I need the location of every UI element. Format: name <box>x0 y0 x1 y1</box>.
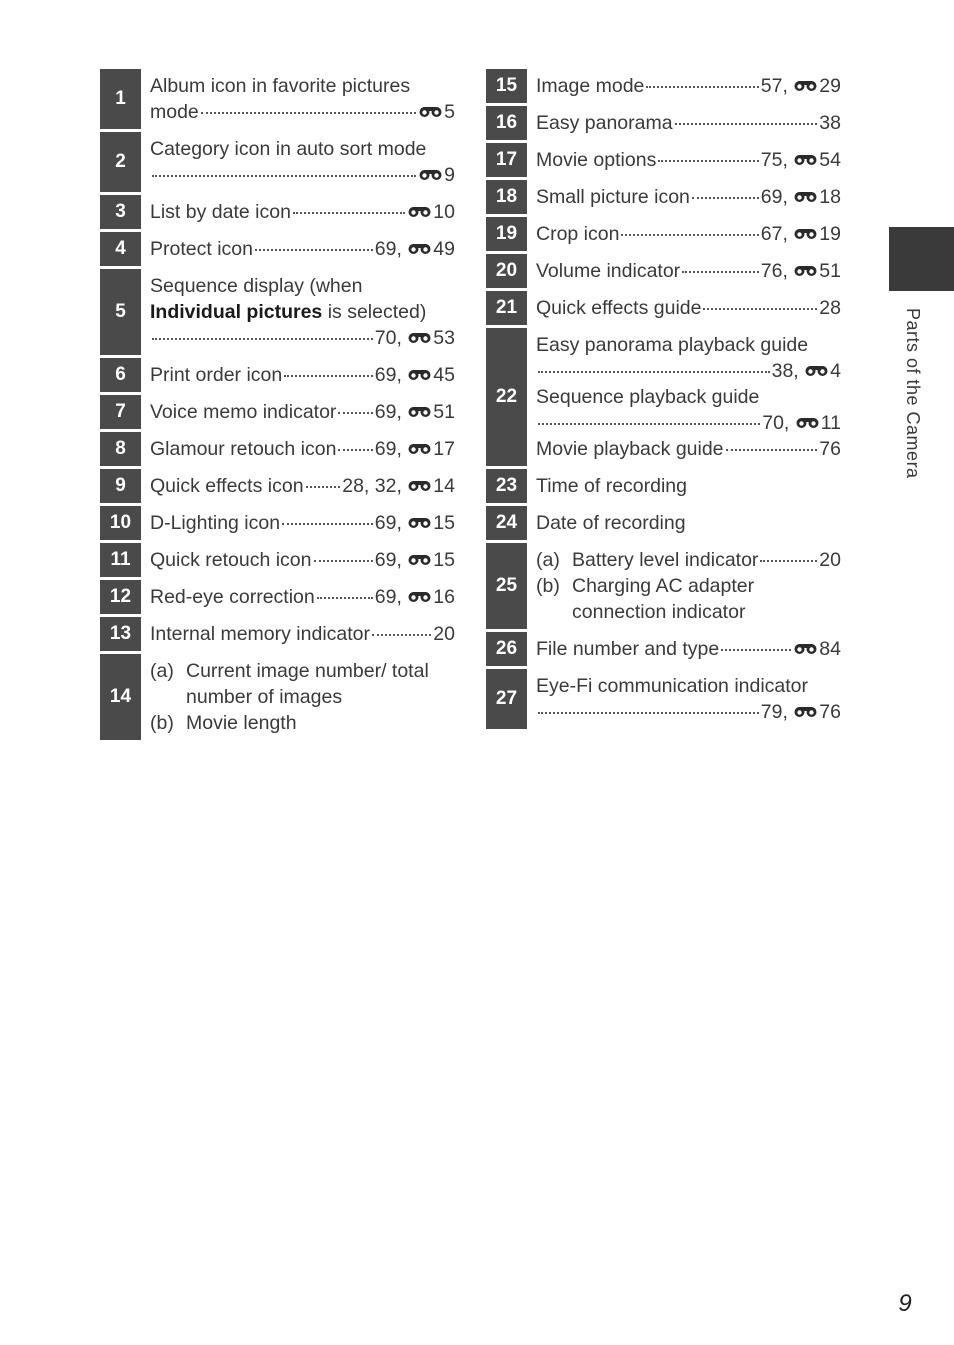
entry-text: Quick effects icon <box>150 475 304 497</box>
entry-line <box>150 299 455 325</box>
sub-item-body <box>186 710 455 736</box>
sub-item <box>150 710 455 736</box>
page-ref-number: 20 <box>433 623 455 645</box>
callout-number: 19 <box>486 217 527 251</box>
entry-line <box>150 162 455 188</box>
index-entry <box>100 617 455 651</box>
entry-body <box>141 580 455 614</box>
entry-body <box>141 232 455 266</box>
entry-line <box>536 184 841 210</box>
callout-number: 26 <box>486 632 527 666</box>
sub-item-marker: (b) <box>536 575 560 597</box>
page-reference <box>819 436 841 462</box>
page-reference <box>761 147 841 173</box>
entry-text: List by date icon <box>150 201 291 223</box>
sub-item <box>536 573 841 625</box>
entry-line <box>150 621 455 647</box>
page-ref-number: 38 <box>819 112 841 134</box>
entry-body <box>141 432 455 466</box>
callout-number: 7 <box>100 395 141 429</box>
dot-leader <box>538 371 770 373</box>
dot-leader <box>152 338 373 340</box>
entry-body <box>527 506 841 540</box>
page-ref-prefix: 28, 32, <box>342 475 402 497</box>
entry-text: Small picture icon <box>536 186 690 208</box>
entry-line <box>150 273 455 299</box>
index-entry <box>486 217 841 251</box>
dot-leader <box>538 712 759 714</box>
page-reference <box>819 295 841 321</box>
page-ref-number: 51 <box>433 401 455 423</box>
dot-leader <box>372 634 431 636</box>
entry-line <box>536 221 841 247</box>
entry-text: Glamour retouch icon <box>150 438 337 460</box>
callout-number: 6 <box>100 358 141 392</box>
reference-section-icon <box>793 263 818 278</box>
reference-section-icon <box>407 441 432 456</box>
reference-section-icon <box>418 167 443 182</box>
entry-body <box>527 469 841 503</box>
index-entry <box>100 269 455 355</box>
page-ref-number: 5 <box>444 101 455 123</box>
entry-emphasis: Individual pictures <box>150 301 323 323</box>
dot-leader <box>317 597 373 599</box>
page-reference <box>761 73 841 99</box>
dot-leader <box>293 212 405 214</box>
callout-number: 3 <box>100 195 141 229</box>
reference-section-icon <box>793 189 818 204</box>
reference-section-icon <box>407 552 432 567</box>
entry-body <box>141 543 455 577</box>
dot-leader <box>201 112 416 114</box>
entry-line <box>150 362 455 388</box>
index-column-left <box>100 69 455 743</box>
entry-line <box>536 147 841 173</box>
index-entry <box>486 180 841 214</box>
entry-line <box>536 510 841 536</box>
dot-leader <box>646 86 758 88</box>
entry-line <box>150 436 455 462</box>
entry-text: Sequence display (when <box>150 275 363 297</box>
entry-body <box>141 654 455 740</box>
entry-text: Protect icon <box>150 238 253 260</box>
page-reference <box>819 110 841 136</box>
entry-text: File number and type <box>536 638 720 660</box>
page-ref-prefix: 79, <box>760 701 788 723</box>
sub-item-body <box>186 658 455 710</box>
sub-item-text: Movie length <box>186 712 297 734</box>
index-entry <box>486 328 841 466</box>
index-column-right <box>486 69 841 732</box>
entry-line <box>536 295 841 321</box>
entry-text: D-Lighting icon <box>150 512 281 534</box>
entry-body <box>527 106 841 140</box>
page-reference <box>375 325 455 351</box>
callout-number: 23 <box>486 469 527 503</box>
entry-line <box>150 136 455 162</box>
reference-section-icon <box>793 78 818 93</box>
entry-line <box>150 199 455 225</box>
sub-item-text: Current image number/ total number of images <box>186 660 429 708</box>
callout-number: 8 <box>100 432 141 466</box>
page-ref-prefix: 76, <box>760 260 788 282</box>
entry-text: is selected) <box>322 301 427 323</box>
entry-body <box>527 69 841 103</box>
page-ref-number: 18 <box>819 186 841 208</box>
callout-number: 2 <box>100 132 141 192</box>
dot-leader <box>675 123 818 125</box>
index-entry <box>486 632 841 666</box>
reference-section-icon <box>804 363 829 378</box>
index-entry <box>486 69 841 103</box>
callout-number: 1 <box>100 69 141 129</box>
sub-item-body <box>572 573 841 625</box>
index-entry <box>100 195 455 229</box>
dot-leader <box>721 649 791 651</box>
reference-section-icon <box>795 415 820 430</box>
reference-section-icon <box>407 241 432 256</box>
entry-line <box>536 473 841 499</box>
entry-text: Sequence playback guide <box>536 386 760 408</box>
callout-number: 13 <box>100 617 141 651</box>
entry-line <box>536 332 841 358</box>
page-ref-prefix: 75, <box>760 149 788 171</box>
page-reference <box>761 258 841 284</box>
entry-text: Quick effects guide <box>536 297 702 319</box>
dot-leader <box>692 197 759 199</box>
index-entry <box>486 254 841 288</box>
page-ref-number: 19 <box>819 223 841 245</box>
entry-text: Crop icon <box>536 223 620 245</box>
page-ref-prefix: 69, <box>374 438 402 460</box>
page-ref-prefix: 70, <box>374 327 402 349</box>
page-ref-number: 14 <box>433 475 455 497</box>
callout-number: 16 <box>486 106 527 140</box>
index-entry <box>486 291 841 325</box>
page-ref-number: 53 <box>433 327 455 349</box>
entry-body <box>141 506 455 540</box>
callout-number: 9 <box>100 469 141 503</box>
page-reference <box>342 473 455 499</box>
dot-leader <box>621 234 758 236</box>
dot-leader <box>760 560 817 562</box>
entry-body <box>141 469 455 503</box>
page-ref-prefix: 69, <box>374 549 402 571</box>
page-reference <box>375 236 455 262</box>
index-entry <box>486 506 841 540</box>
entry-line <box>150 473 455 499</box>
entry-line <box>150 399 455 425</box>
callout-number: 22 <box>486 328 527 466</box>
dot-leader <box>658 160 758 162</box>
page-ref-number: 4 <box>830 360 841 382</box>
page-ref-prefix: 69, <box>760 186 788 208</box>
index-entry <box>486 543 841 629</box>
section-tab-label: Parts of the Camera <box>903 308 923 479</box>
entry-line <box>536 699 841 725</box>
dot-leader <box>255 249 373 251</box>
callout-number: 14 <box>100 654 141 740</box>
index-entry <box>100 506 455 540</box>
entry-text: Movie playback guide <box>536 438 724 460</box>
entry-line <box>150 584 455 610</box>
page-reference <box>375 362 455 388</box>
page-ref-number: 51 <box>819 260 841 282</box>
entry-body <box>141 132 455 192</box>
index-entry <box>100 232 455 266</box>
entry-line <box>536 358 841 384</box>
reference-section-icon <box>407 367 432 382</box>
page-reference <box>762 410 841 436</box>
index-entry <box>486 143 841 177</box>
page-ref-number: 54 <box>819 149 841 171</box>
entry-line <box>536 636 841 662</box>
index-entry <box>100 358 455 392</box>
reference-section-icon <box>793 704 818 719</box>
dot-leader <box>538 423 760 425</box>
entry-body <box>527 669 841 729</box>
entry-text: Voice memo indicator <box>150 401 337 423</box>
page-reference <box>375 584 455 610</box>
entry-body <box>527 217 841 251</box>
callout-number: 12 <box>100 580 141 614</box>
page-ref-number: 29 <box>819 75 841 97</box>
entry-line <box>150 510 455 536</box>
dot-leader <box>682 271 759 273</box>
entry-body <box>141 269 455 355</box>
entry-body <box>141 617 455 651</box>
reference-section-icon <box>407 589 432 604</box>
reference-section-icon <box>793 152 818 167</box>
entry-text: Print order icon <box>150 364 283 386</box>
entry-line <box>536 436 841 462</box>
page-ref-prefix: 69, <box>374 238 402 260</box>
dot-leader <box>338 449 372 451</box>
callout-number: 20 <box>486 254 527 288</box>
callout-number: 11 <box>100 543 141 577</box>
callout-number: 10 <box>100 506 141 540</box>
reference-section-icon <box>407 204 432 219</box>
page-ref-number: 9 <box>444 164 455 186</box>
entry-text: Red-eye correction <box>150 586 315 608</box>
page-ref-number: 16 <box>433 586 455 608</box>
reference-section-icon <box>407 515 432 530</box>
callout-number: 25 <box>486 543 527 629</box>
entry-line <box>536 73 841 99</box>
entry-line <box>150 325 455 351</box>
reference-section-icon <box>418 104 443 119</box>
entry-line <box>536 258 841 284</box>
index-entry <box>100 69 455 129</box>
page-ref-prefix: 57, <box>760 75 788 97</box>
index-entry <box>100 654 455 740</box>
page-ref-prefix: 70, <box>762 412 790 434</box>
dot-leader <box>306 486 341 488</box>
page-ref-number: 15 <box>433 549 455 571</box>
reference-section-icon <box>793 226 818 241</box>
entry-line <box>150 547 455 573</box>
sub-item-body <box>572 547 841 573</box>
entry-text: Time of recording <box>536 475 688 497</box>
page-ref-number: 11 <box>820 412 841 434</box>
page-number: 9 <box>898 1290 912 1317</box>
dot-leader <box>726 449 818 451</box>
entry-line <box>150 236 455 262</box>
entry-body <box>141 195 455 229</box>
page-ref-number: 15 <box>433 512 455 534</box>
page-ref-prefix: 69, <box>374 401 402 423</box>
sub-item-text: Charging AC adapter connection indicator <box>572 575 755 623</box>
callout-number: 17 <box>486 143 527 177</box>
reference-section-icon <box>407 330 432 345</box>
page-ref-prefix: 69, <box>374 586 402 608</box>
page-ref-prefix: 69, <box>374 364 402 386</box>
page-reference <box>375 510 455 536</box>
entry-line <box>150 73 455 99</box>
dot-leader <box>152 175 416 177</box>
entry-body <box>527 543 841 629</box>
sub-item <box>536 547 841 573</box>
page-ref-number: 84 <box>819 638 841 660</box>
index-entry <box>486 106 841 140</box>
page-reference <box>375 436 455 462</box>
page-ref-prefix: 38, <box>771 360 799 382</box>
index-entry <box>100 580 455 614</box>
page-ref-number: 10 <box>433 201 455 223</box>
page-reference <box>761 699 841 725</box>
page-ref-number: 49 <box>433 238 455 260</box>
page-ref-number: 17 <box>433 438 455 460</box>
index-entry <box>100 132 455 192</box>
index-entry <box>100 432 455 466</box>
sub-item-marker: (a) <box>150 660 174 682</box>
entry-line <box>536 110 841 136</box>
entry-text: Movie options <box>536 149 657 171</box>
index-entry <box>100 543 455 577</box>
entry-text: Easy panorama playback guide <box>536 334 809 356</box>
page-reference <box>761 221 841 247</box>
entry-text: Album icon in favorite pictures <box>150 75 411 97</box>
entry-text: Quick retouch icon <box>150 549 312 571</box>
entry-text: Image mode <box>536 75 645 97</box>
callout-number: 15 <box>486 69 527 103</box>
page-ref-number: 76 <box>819 438 841 460</box>
callout-number: 5 <box>100 269 141 355</box>
entry-text: Date of recording <box>536 512 686 534</box>
entry-line <box>536 384 841 410</box>
reference-section-icon <box>407 478 432 493</box>
page-reference <box>793 636 841 662</box>
reference-section-icon <box>793 641 818 656</box>
entry-body <box>527 291 841 325</box>
dot-leader <box>284 375 373 377</box>
callout-number: 4 <box>100 232 141 266</box>
page-ref-number: 28 <box>819 297 841 319</box>
sub-item-marker: (b) <box>150 712 174 734</box>
entry-text: Easy panorama <box>536 112 673 134</box>
index-entry <box>486 469 841 503</box>
index-entry <box>100 469 455 503</box>
callout-number: 21 <box>486 291 527 325</box>
page-ref-number: 45 <box>433 364 455 386</box>
page-reference <box>761 184 841 210</box>
entry-line <box>536 673 841 699</box>
entry-line <box>536 410 841 436</box>
entry-text: Category icon in auto sort mode <box>150 138 427 160</box>
index-entry <box>486 669 841 729</box>
entry-line <box>150 99 455 125</box>
entry-body <box>527 180 841 214</box>
sub-item <box>150 658 455 710</box>
dot-leader <box>282 523 373 525</box>
entry-body <box>141 395 455 429</box>
dot-leader <box>338 412 372 414</box>
entry-body <box>527 632 841 666</box>
page-reference <box>772 358 841 384</box>
page-reference <box>407 199 455 225</box>
page-ref-prefix: 69, <box>374 512 402 534</box>
section-tab <box>889 227 954 291</box>
page-ref-number: 76 <box>819 701 841 723</box>
page-reference <box>375 547 455 573</box>
entry-text: Volume indicator <box>536 260 681 282</box>
entry-body <box>141 69 455 129</box>
entry-body <box>141 358 455 392</box>
callout-number: 27 <box>486 669 527 729</box>
sub-item-text: Battery level indicator <box>572 549 759 571</box>
callout-number: 18 <box>486 180 527 214</box>
page-ref-prefix: 67, <box>760 223 788 245</box>
page-reference <box>433 621 455 647</box>
index-entry <box>100 395 455 429</box>
entry-body <box>527 143 841 177</box>
callout-number: 24 <box>486 506 527 540</box>
entry-text: Internal memory indicator <box>150 623 371 645</box>
entry-body <box>527 254 841 288</box>
dot-leader <box>314 560 373 562</box>
page-reference <box>375 399 455 425</box>
page-reference <box>418 99 455 125</box>
entry-text: Eye-Fi communication indicator <box>536 675 809 697</box>
sub-item-marker: (a) <box>536 549 560 571</box>
dot-leader <box>703 308 817 310</box>
page-reference <box>418 162 455 188</box>
reference-section-icon <box>407 404 432 419</box>
page-ref-number: 20 <box>819 549 841 571</box>
entry-body <box>527 328 841 466</box>
entry-text: mode <box>150 101 199 123</box>
